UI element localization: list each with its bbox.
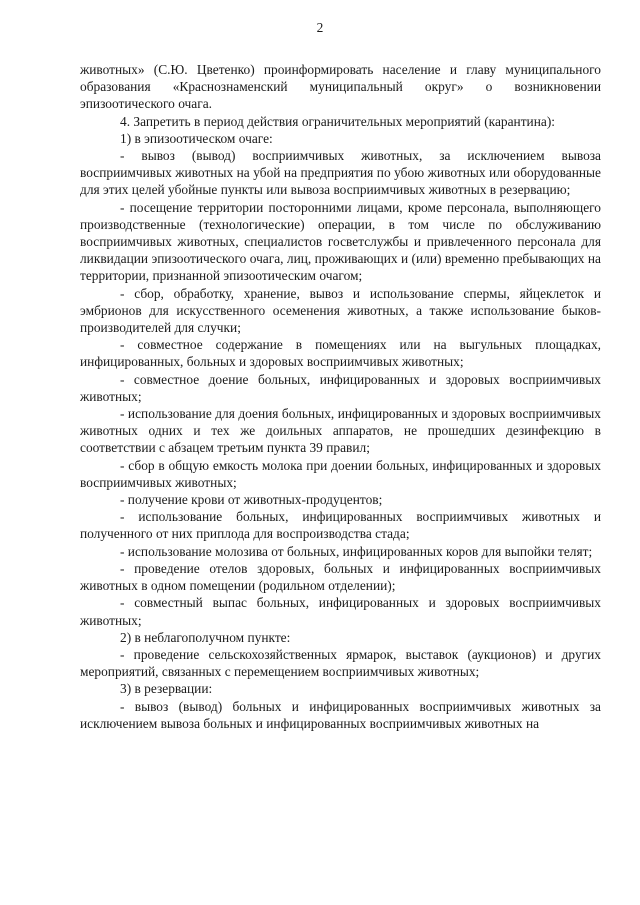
paragraph: - посещение территории посторонними лицами, кроме персонала, выполняющего производственные (технологические) операции, в том числе по обслуживанию восприимчивых животных, специалистов госветслужбы и привлеченного персонала для ликвидации эпизоотического очага, лиц, проживающих и (или) временно пребывающих на территории, признанной эпизоотическим очагом; (80, 199, 601, 284)
paragraph: - проведение отелов здоровых, больных и инфицированных восприимчивых животных в одном помещении (родильном отделении); (80, 560, 601, 594)
paragraph: - совместное доение больных, инфицированных и здоровых восприимчивых животных; (80, 371, 601, 404)
paragraph: - использование молозива от больных, инфицированных коров для выпойки телят; (120, 543, 593, 559)
paragraph: - проведение сельскохозяйственных ярмарок, выставок (аукционов) и других мероприятий, связанных с перемещением восприимчивых животных; (80, 646, 601, 680)
paragraph: - совместный выпас больных, инфицированных и здоровых восприимчивых животных; (80, 595, 601, 628)
paragraph: животных» (С.Ю. Цветенко) проинформировать население и главу муниципального образования «Краснознаменский муниципальный округ» о возникновении эпизоотического очага. (80, 62, 601, 112)
paragraph: 3) в резервации: (120, 681, 213, 697)
paragraph: - совместное содержание в помещениях или на выгульных площадках, инфицированных, больных и здоровых восприимчивых животных; (80, 337, 601, 370)
paragraph: - получение крови от животных-продуцентов; (120, 492, 383, 508)
paragraph: - использование больных, инфицированных восприимчивых животных и полученного от них приплода для воспроизводства стада; (80, 509, 601, 542)
paragraph: 4. Запретить в период действия ограничительных мероприятий (карантина): (120, 113, 556, 129)
paragraph: 1) в эпизоотическом очаге: (120, 130, 273, 146)
paragraph: - сбор в общую емкость молока при доении больных, инфицированных и здоровых восприимчивых животных; (80, 457, 601, 490)
paragraph: 2) в неблагополучном пункте: (120, 629, 291, 645)
paragraph: - сбор, обработку, хранение, вывоз и использование спермы, яйцеклеток и эмбрионов для искусственного осеменения животных, а также использование быков-производителей для случки; (80, 285, 601, 336)
paragraph: - вывоз (вывод) восприимчивых животных, за исключением вывоза восприимчивых животных на убой на предприятия по убою животных или оборудованные для этих целей убойные пункты или вывоза восприимчивых животных в резервацию; (80, 148, 601, 198)
document-body (80, 61, 601, 732)
paragraph: - использование для доения больных, инфицированных и здоровых восприимчивых животных одних и тех же доильных аппаратов, не прошедших дезинфекцию в соответствии с абзацем третьим пункта 39 правил; (80, 406, 601, 456)
page-number: 2 (316, 20, 324, 35)
paragraph: - вывоз (вывод) больных и инфицированных восприимчивых животных за исключением вывоза больных и инфицированных восприимчивых животных на (80, 698, 601, 731)
